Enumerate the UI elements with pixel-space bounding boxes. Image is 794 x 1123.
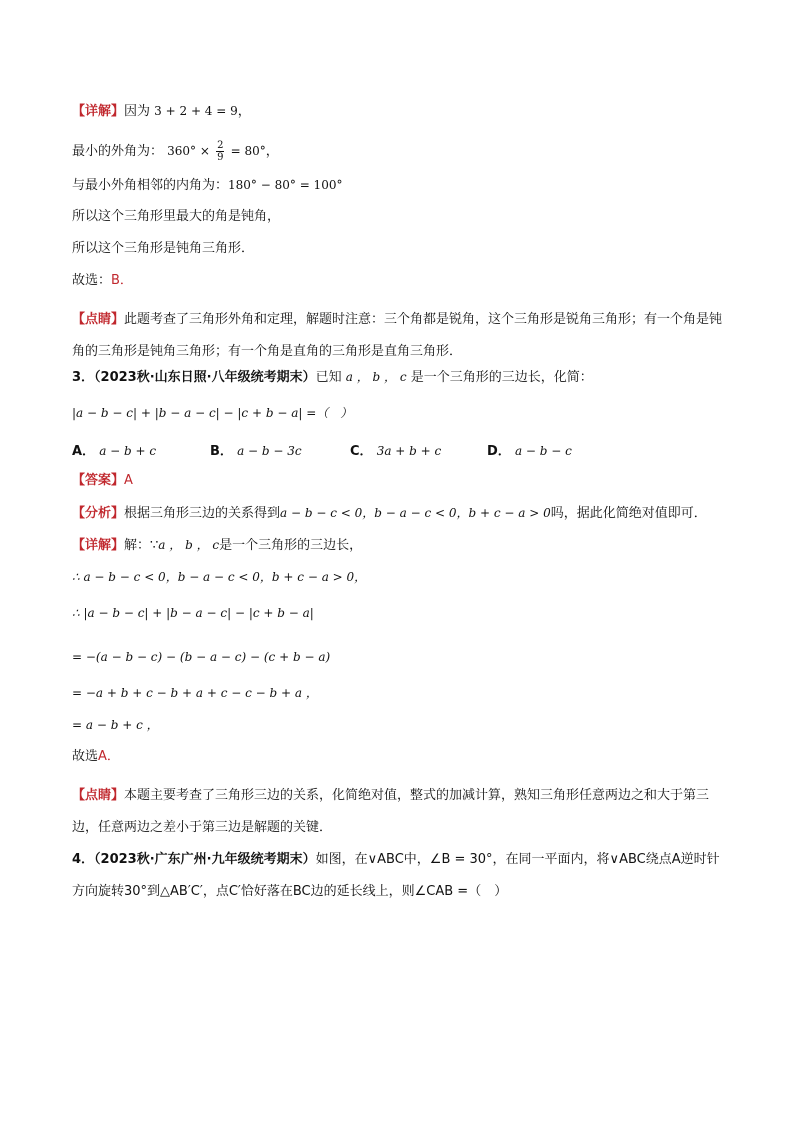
option-c: C． 3a + b + c [350,444,442,459]
fraction: $\frac{2}{9}$ [217,140,224,163]
option-a: A． a − b + c [72,444,157,459]
option-d: D． a − b − c [487,444,572,459]
question-3-expression: |a − b − c| + |b − a − c| − |c + b − a| =（ ） [72,406,353,420]
question-4: 4．（2023秋·广东广州·九年级统考期末）如图，在∨ABC中，∠B = 30°，在同一平面内，将∨ABC绕点A逆时针方向旋转30°到△AB′C′，点C′恰好落在BC边的延长线上，则∠CAB =（ ） [72,852,720,899]
sum-expression: 3 + 2 + 4 = 9 [154,104,238,118]
solution-step-4: = −a + b + c − b + a + c − c − b + a ， [72,686,318,700]
question-3-title: 3．（2023秋·山东日照·八年级统考期末）已知 a ， b ， c 是一个三角形的三边长，化简： [72,370,593,385]
comment-2: 【点睛】本题主要考查了三角形三边的关系，化简绝对值，整式的加减计算，熟知三角形任意两边之和大于第三边，任意两边之差小于第三边是解题的关键． [72,788,710,835]
comment-1: 【点睛】此题考查了三角形外角和定理，解题时注意：三个角都是锐角，这个三角形是锐角三角形；有一个角是钝角的三角形是钝角三角形；有一个角是直角的三角形是直角三角形． [72,312,723,359]
solution-line-1: 【详解】解：∵a ， b ， c是一个三角形的三边长， [72,538,363,553]
solution-step-3: = −(a − b − c) − (b − a − c) − (c + b − a) [72,650,331,664]
detail-tag: 【详解】 [72,104,125,119]
answer-value: A [124,473,133,488]
detail-line-3: 与最小外角相邻的内角为：180° − 80° = 100° [72,178,343,193]
solution-step-5: = a − b + c ， [72,718,159,732]
choice-line-1: 故选：B． [72,273,133,288]
choice-answer: B． [111,273,133,288]
choice-line-2: 故选A． [72,749,120,764]
detail-line-4: 所以这个三角形里最大的角是钝角， [72,209,281,224]
answer-line: 【答案】A [72,473,133,488]
solution-step-1: ∴ a − b − c < 0，b − a − c < 0，b + c − a > 0， [72,570,367,584]
detail-line-5: 所以这个三角形是钝角三角形． [72,241,255,256]
analysis-line: 【分析】根据三角形三边的关系得到a − b − c < 0，b − a − c < 0，b + c − a > 0吗，据此化简绝对值即可． [72,506,707,521]
question-3-options [0,440,794,460]
detail-line-2: 最小的外角为： 360° × $\frac{2}{9}$ = 80°， [72,140,279,163]
detail-line-1: 【详解】因为 3 + 2 + 4 = 9， [72,104,251,119]
solution-step-2: ∴ |a − b − c| + |b − a − c| − |c + b − a| [72,606,314,620]
option-b: B． a − b − 3c [210,444,302,459]
